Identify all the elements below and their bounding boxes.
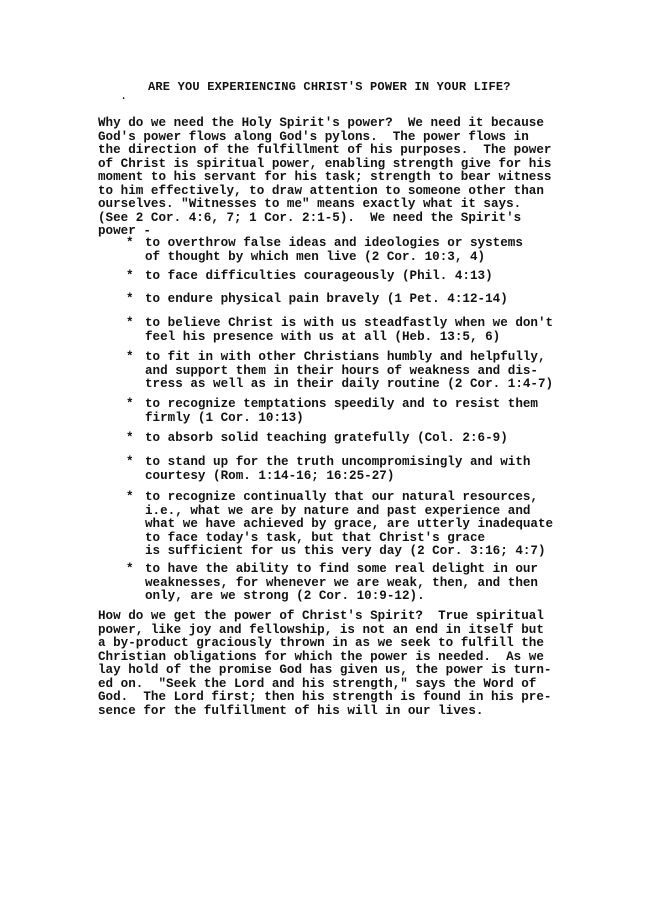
bullet-star-icon: * [126, 350, 134, 364]
list-item-text: to have the ability to find some real delight in our weaknesses, for whenever we are weak, then, and then only, are we strong (2 Cor. 10:9-12). [145, 562, 538, 603]
list-item-text: to absorb solid teaching gratefully (Col. 2:6-9) [145, 431, 508, 445]
bullet-star-icon: * [126, 316, 134, 330]
list-item-text: to stand up for the truth uncompromisingly and with courtesy (Rom. 1:14-16; 16:25-27) [145, 455, 531, 483]
power-reasons-list [126, 236, 649, 603]
bullet-star-icon: * [126, 236, 134, 250]
closing-paragraph: How do we get the power of Christ's Spirit? True spiritual power, like joy and fellowship, is not an end in itself but a by-product graciously thrown in as we seek to fulfill the Christian obligations for which the power is needed. As we lay hold of the promise God has given us, the power is turn- ed on. "Seek the Lord and his strength," says the Word of God. The Lord first; then his strength is found in his pre- sence for the fulfillment of his will in our lives. [98, 609, 552, 718]
bullet-star-icon: * [126, 292, 134, 306]
list-item-text: to fit in with other Christians humbly and helpfully, and support them in their hours of weakness and dis- tress as well as in their daily routine (2 Cor. 1:4-7) [145, 350, 554, 391]
list-item [126, 293, 649, 307]
bullet-star-icon: * [126, 269, 134, 283]
list-item [126, 398, 649, 425]
page-title: ARE YOU EXPERIENCING CHRIST'S POWER IN YOUR LIFE? [148, 80, 511, 94]
bullet-star-icon: * [126, 455, 134, 469]
bullet-star-icon: * [126, 397, 134, 411]
list-item-text: to recognize temptations speedily and to resist them firmly (1 Cor. 10:13) [145, 397, 538, 425]
list-item-text: to believe Christ is with us steadfastly when we don't feel his presence with us at all (Heb. 13:5, 6) [145, 316, 554, 344]
bullet-star-icon: * [126, 431, 134, 445]
list-item [126, 237, 649, 264]
list-item [126, 563, 649, 604]
list-item-text: to overthrow false ideas and ideologies or systems of thought by which men live (2 Cor. 10:3, 4) [145, 236, 523, 264]
list-item [126, 317, 649, 344]
bullet-star-icon: * [126, 562, 134, 576]
list-item [126, 432, 649, 446]
list-item-text: to endure physical pain bravely (1 Pet. 4:12-14) [145, 292, 508, 306]
stray-mark: . [120, 89, 128, 103]
list-item-text: to recognize continually that our natural resources, i.e., what we are by nature and past experience and what we have achieved by grace, are utterly inadequate to face today's task, but that Christ's grace is sufficient for us this very day (2 Cor. 3:16; 4:7) [145, 490, 554, 558]
list-item [126, 270, 649, 284]
bullet-star-icon: * [126, 490, 134, 504]
intro-paragraph: Why do we need the Holy Spirit's power? We need it because God's power flows along God's pylons. The power flows in the direction of the fulfillment of his purposes. The power of Christ is spiritual power, enabling strength give for his moment to his servant for his task; strength to bear witness to him effectively, to draw attention to someone other than ourselves. "Witnesses to me" means exactly what it says. (See 2 Cor. 4:6, 7; 1 Cor. 2:1-5). We need the Spirit's power - [98, 116, 552, 238]
list-item-text: to face difficulties courageously (Phil. 4:13) [145, 269, 493, 283]
list-item [126, 351, 649, 392]
list-item [126, 456, 649, 483]
list-item [126, 491, 649, 559]
